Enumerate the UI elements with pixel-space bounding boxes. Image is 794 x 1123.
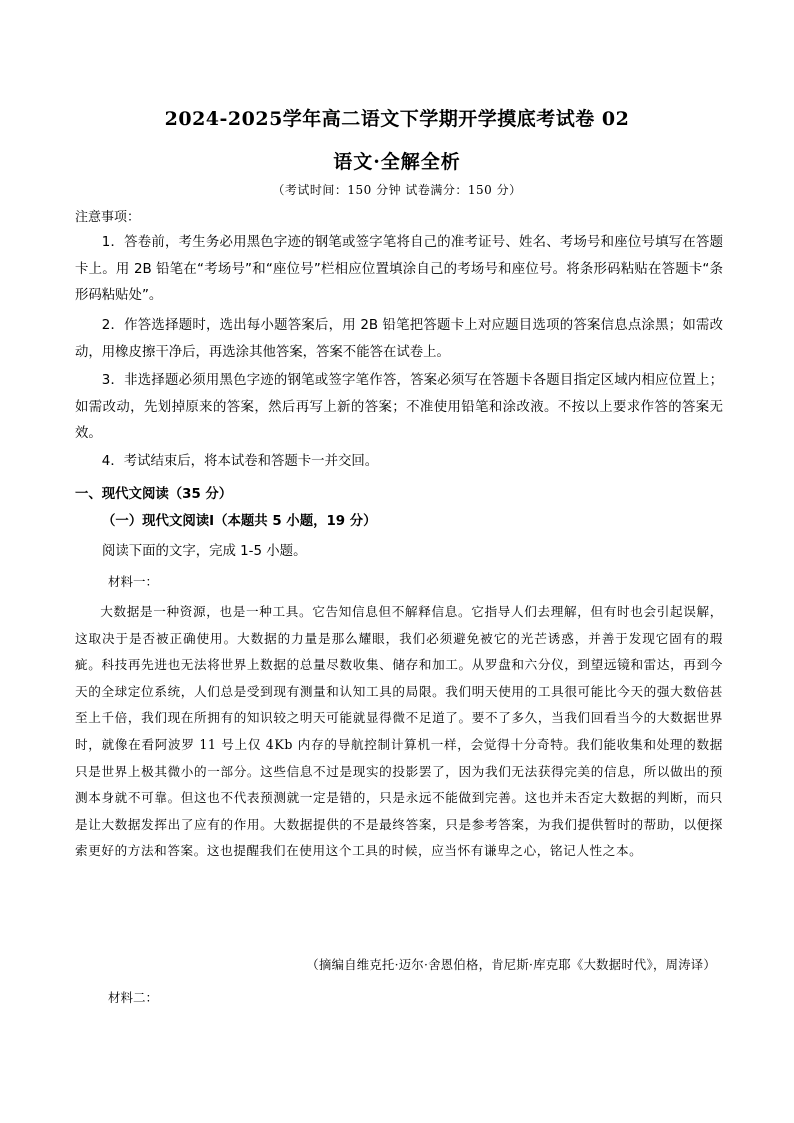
section-heading: 一、现代文阅读（35 分） [75,487,233,502]
reading-instruction: 阅读下面的文字，完成 1-5 小题。 [102,544,307,559]
sub-section-heading: （一）现代文阅读Ⅰ（本题共 5 小题，19 分） [102,514,377,529]
note-item-4: 4．考试结束后，将本试卷和答题卡一并交回。 [101,454,379,469]
exam-subtitle: 语文·全解全析 [333,151,461,173]
notes-heading: 注意事项： [75,210,141,225]
note-item-1: 1．答卷前，考生务必用黑色字迹的钢笔或签字笔将自己的准考证号、姓名、考场号和座位号填写在答题卡上。用 2B 铅笔在“考场号”和“座位号”栏相应位置填涂自己的考场号和座位号。将条形码粘贴在答题卡“条形码粘贴处”。 [75,235,723,303]
exam-title: 2024-2025学年高二语文下学期开学摸底考试卷 02 [164,108,630,130]
note-item-2: 2．作答选择题时，选出每小题答案后，用 2B 铅笔把答题卡上对应题目选项的答案信息点涂黑；如需改动，用橡皮擦干净后，再选涂其他答案，答案不能答在试卷上。 [75,318,723,360]
note-item-3: 3．非选择题必须用黑色字迹的钢笔或签字笔作答，答案必须写在答题卡各题目指定区域内相应位置上；如需改动，先划掉原来的答案，然后再写上新的答案；不准使用铅笔和涂改液。不按以上要求作答的答案无效。 [75,373,723,441]
material-1-source: （摘编自维克托·迈尔·舍恩伯格，肯尼斯·库克耶《大数据时代》，周涛译） [306,958,716,972]
material-1-text: 大数据是一种资源，也是一种工具。它告知信息但不解释信息。它指导人们去理解，但有时也会引起误解，这取决于是否被正确使用。大数据的力量是那么耀眼，我们必须避免被它的光芒诱惑，并善于发现它固有的瑕疵。科技再先进也无法将世界上数据的总量尽数收集、储存和加工。从罗盘和六分仪，到望远镜和雷达，再到今天的全球定位系统，人们总是受到现有测量和认知工具的局限。我们明天使用的工具很可能比今天的强大数倍甚至上千倍，我们现在所拥有的知识较之明天可能就显得微不足道了。要不了多久，当我们回看当今的大数据世界时，就像在看阿波罗 11 号上仅 4Kb 内存的导航控制计算机一样，会觉得十分奇特。我们能收集和处理的数据只是世界上极其微小的一部分。这些信息不过是现实的投影罢了，因为我们无法获得完美的信息，所以做出的预测本身就不可靠。但这也不代表预测就一定是错的，只是永远不能做到完善。这也并未否定大数据的判断，而只是让大数据发挥出了应有的作用。大数据提供的不是最终答案，只是参考答案，为我们提供暂时的帮助，以便探索更好的方法和答案。这也提醒我们在使用这个工具的时候，应当怀有谦卑之心，铭记人性之本。 [75,604,723,859]
material-2-label: 材料二： [108,990,159,1005]
exam-time-and-score: （考试时间：150 分钟 试卷满分：150 分） [272,183,522,197]
material-1-label: 材料一： [108,574,159,589]
